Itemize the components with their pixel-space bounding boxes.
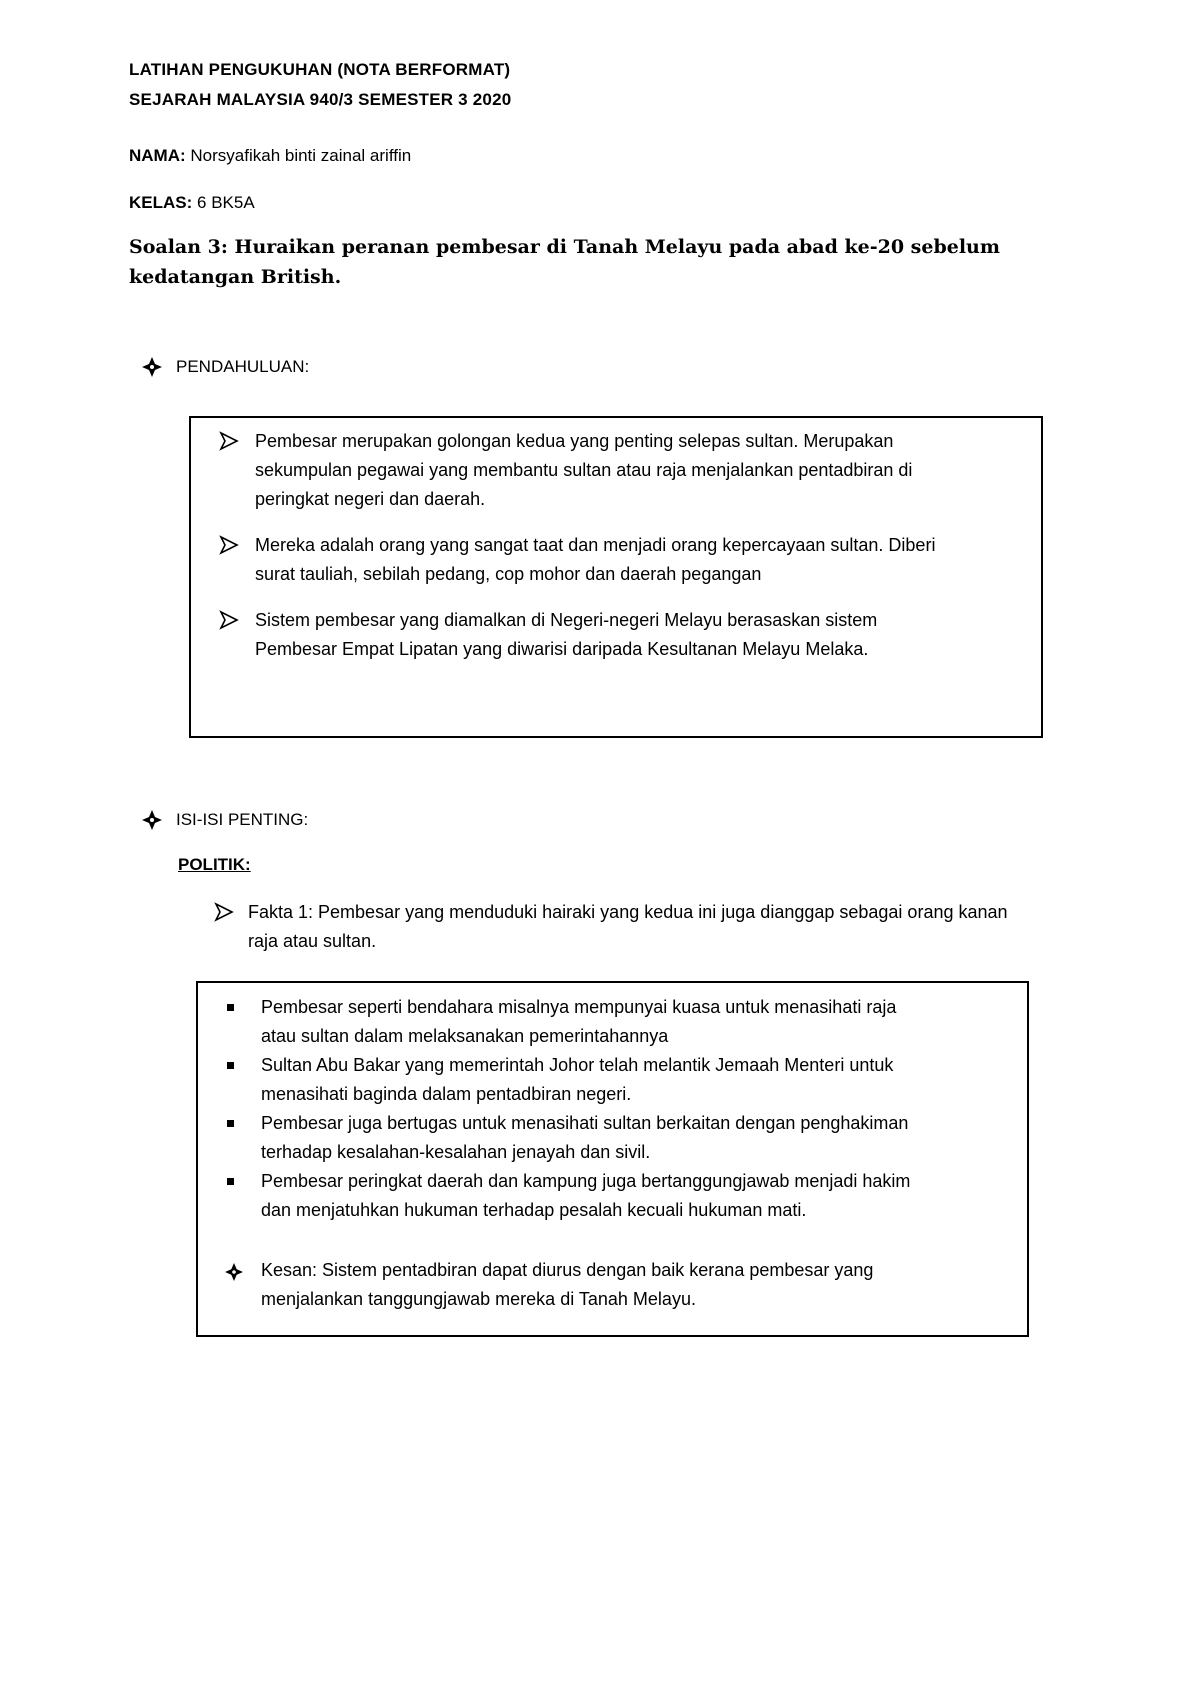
fact-line: Fakta 1: Pembesar yang menduduki hairaki yang kedua ini juga dianggap sebagai orang kanan [248, 902, 1008, 922]
question-line: kedatangan British. [129, 266, 342, 288]
point-line: terhadap kesalahan-kesalahan jenayah dan sivil. [261, 1142, 651, 1162]
point-line: Pembesar seperti bendahara misalnya mempunyai kuasa untuk menasihati raja [261, 997, 897, 1017]
effect-item [225, 1256, 873, 1314]
point-line: Pembesar juga bertugas untuk menasihati sultan berkaitan dengan penghakiman [261, 1113, 909, 1133]
point-line: menasihati baginda dalam pentadbiran negeri. [261, 1084, 632, 1104]
intro-item-line: Mereka adalah orang yang sangat taat dan menjadi orang kepercayaan sultan. Diberi [255, 535, 936, 555]
document-title: LATIHAN PENGUKUHAN (NOTA BERFORMAT) [129, 60, 511, 79]
class-label: KELAS: [129, 193, 193, 212]
fact-item [214, 898, 1114, 956]
intro-item-line: peringkat negeri dan daerah. [255, 489, 486, 509]
intro-item-line: Pembesar merupakan golongan kedua yang penting selepas sultan. Merupakan [255, 431, 894, 451]
question-line: Soalan 3: Huraikan peranan pembesar di Tanah Melayu pada abad ke-20 sebelum [129, 236, 1000, 258]
square-bullet-icon [227, 1004, 234, 1011]
body-heading [142, 810, 308, 830]
point-item [227, 993, 896, 1051]
point-item [227, 1167, 910, 1225]
intro-item-line: sekumpulan pegawai yang membantu sultan atau raja menjalankan pentadbiran di [255, 460, 913, 480]
arrow-bullet-icon [219, 431, 239, 451]
question-text [129, 232, 1029, 292]
body-heading-label: ISI-ISI PENTING: [176, 810, 309, 829]
intro-item [219, 531, 935, 589]
politik-subheading: POLITIK: [178, 855, 251, 874]
effect-line: Kesan: Sistem pentadbiran dapat diurus dengan baik kerana pembesar yang [261, 1260, 874, 1280]
square-bullet-icon [227, 1062, 234, 1069]
name-value: Norsyafikah binti zainal ariffin [190, 146, 412, 165]
name-field [129, 146, 411, 166]
intro-heading-label: PENDAHULUAN: [176, 357, 310, 376]
class-value: 6 BK5A [197, 193, 255, 212]
effect-line: menjalankan tanggungjawab mereka di Tanah Melayu. [261, 1289, 696, 1309]
name-label: NAMA: [129, 146, 186, 165]
point-line: Pembesar peringkat daerah dan kampung juga bertanggungjawab menjadi hakim [261, 1171, 911, 1191]
four-petal-diamond-icon [142, 357, 162, 377]
intro-item-line: Sistem pembesar yang diamalkan di Negeri-negeri Melayu berasaskan sistem [255, 610, 878, 630]
arrow-bullet-icon [219, 610, 239, 630]
intro-item-line: surat tauliah, sebilah pedang, cop mohor dan daerah pegangan [255, 564, 762, 584]
point-line: Sultan Abu Bakar yang memerintah Johor telah melantik Jemaah Menteri untuk [261, 1055, 894, 1075]
intro-item [219, 606, 877, 664]
four-petal-diamond-icon [142, 810, 162, 830]
intro-item [219, 427, 912, 514]
arrow-bullet-icon [214, 902, 234, 922]
point-line: atau sultan dalam melaksanakan pemerintahannya [261, 1026, 669, 1046]
square-bullet-icon [227, 1178, 234, 1185]
point-item [227, 1109, 908, 1167]
fact-line: raja atau sultan. [248, 931, 377, 951]
document-subtitle: SEJARAH MALAYSIA 940/3 SEMESTER 3 2020 [129, 90, 512, 109]
class-field [129, 193, 255, 213]
point-item [227, 1051, 893, 1109]
arrow-bullet-icon [219, 535, 239, 555]
square-bullet-icon [227, 1120, 234, 1127]
four-petal-diamond-icon [225, 1261, 243, 1279]
intro-item-line: Pembesar Empat Lipatan yang diwarisi daripada Kesultanan Melayu Melaka. [255, 639, 869, 659]
intro-heading [142, 357, 309, 377]
point-line: dan menjatuhkan hukuman terhadap pesalah kecuali hukuman mati. [261, 1200, 807, 1220]
